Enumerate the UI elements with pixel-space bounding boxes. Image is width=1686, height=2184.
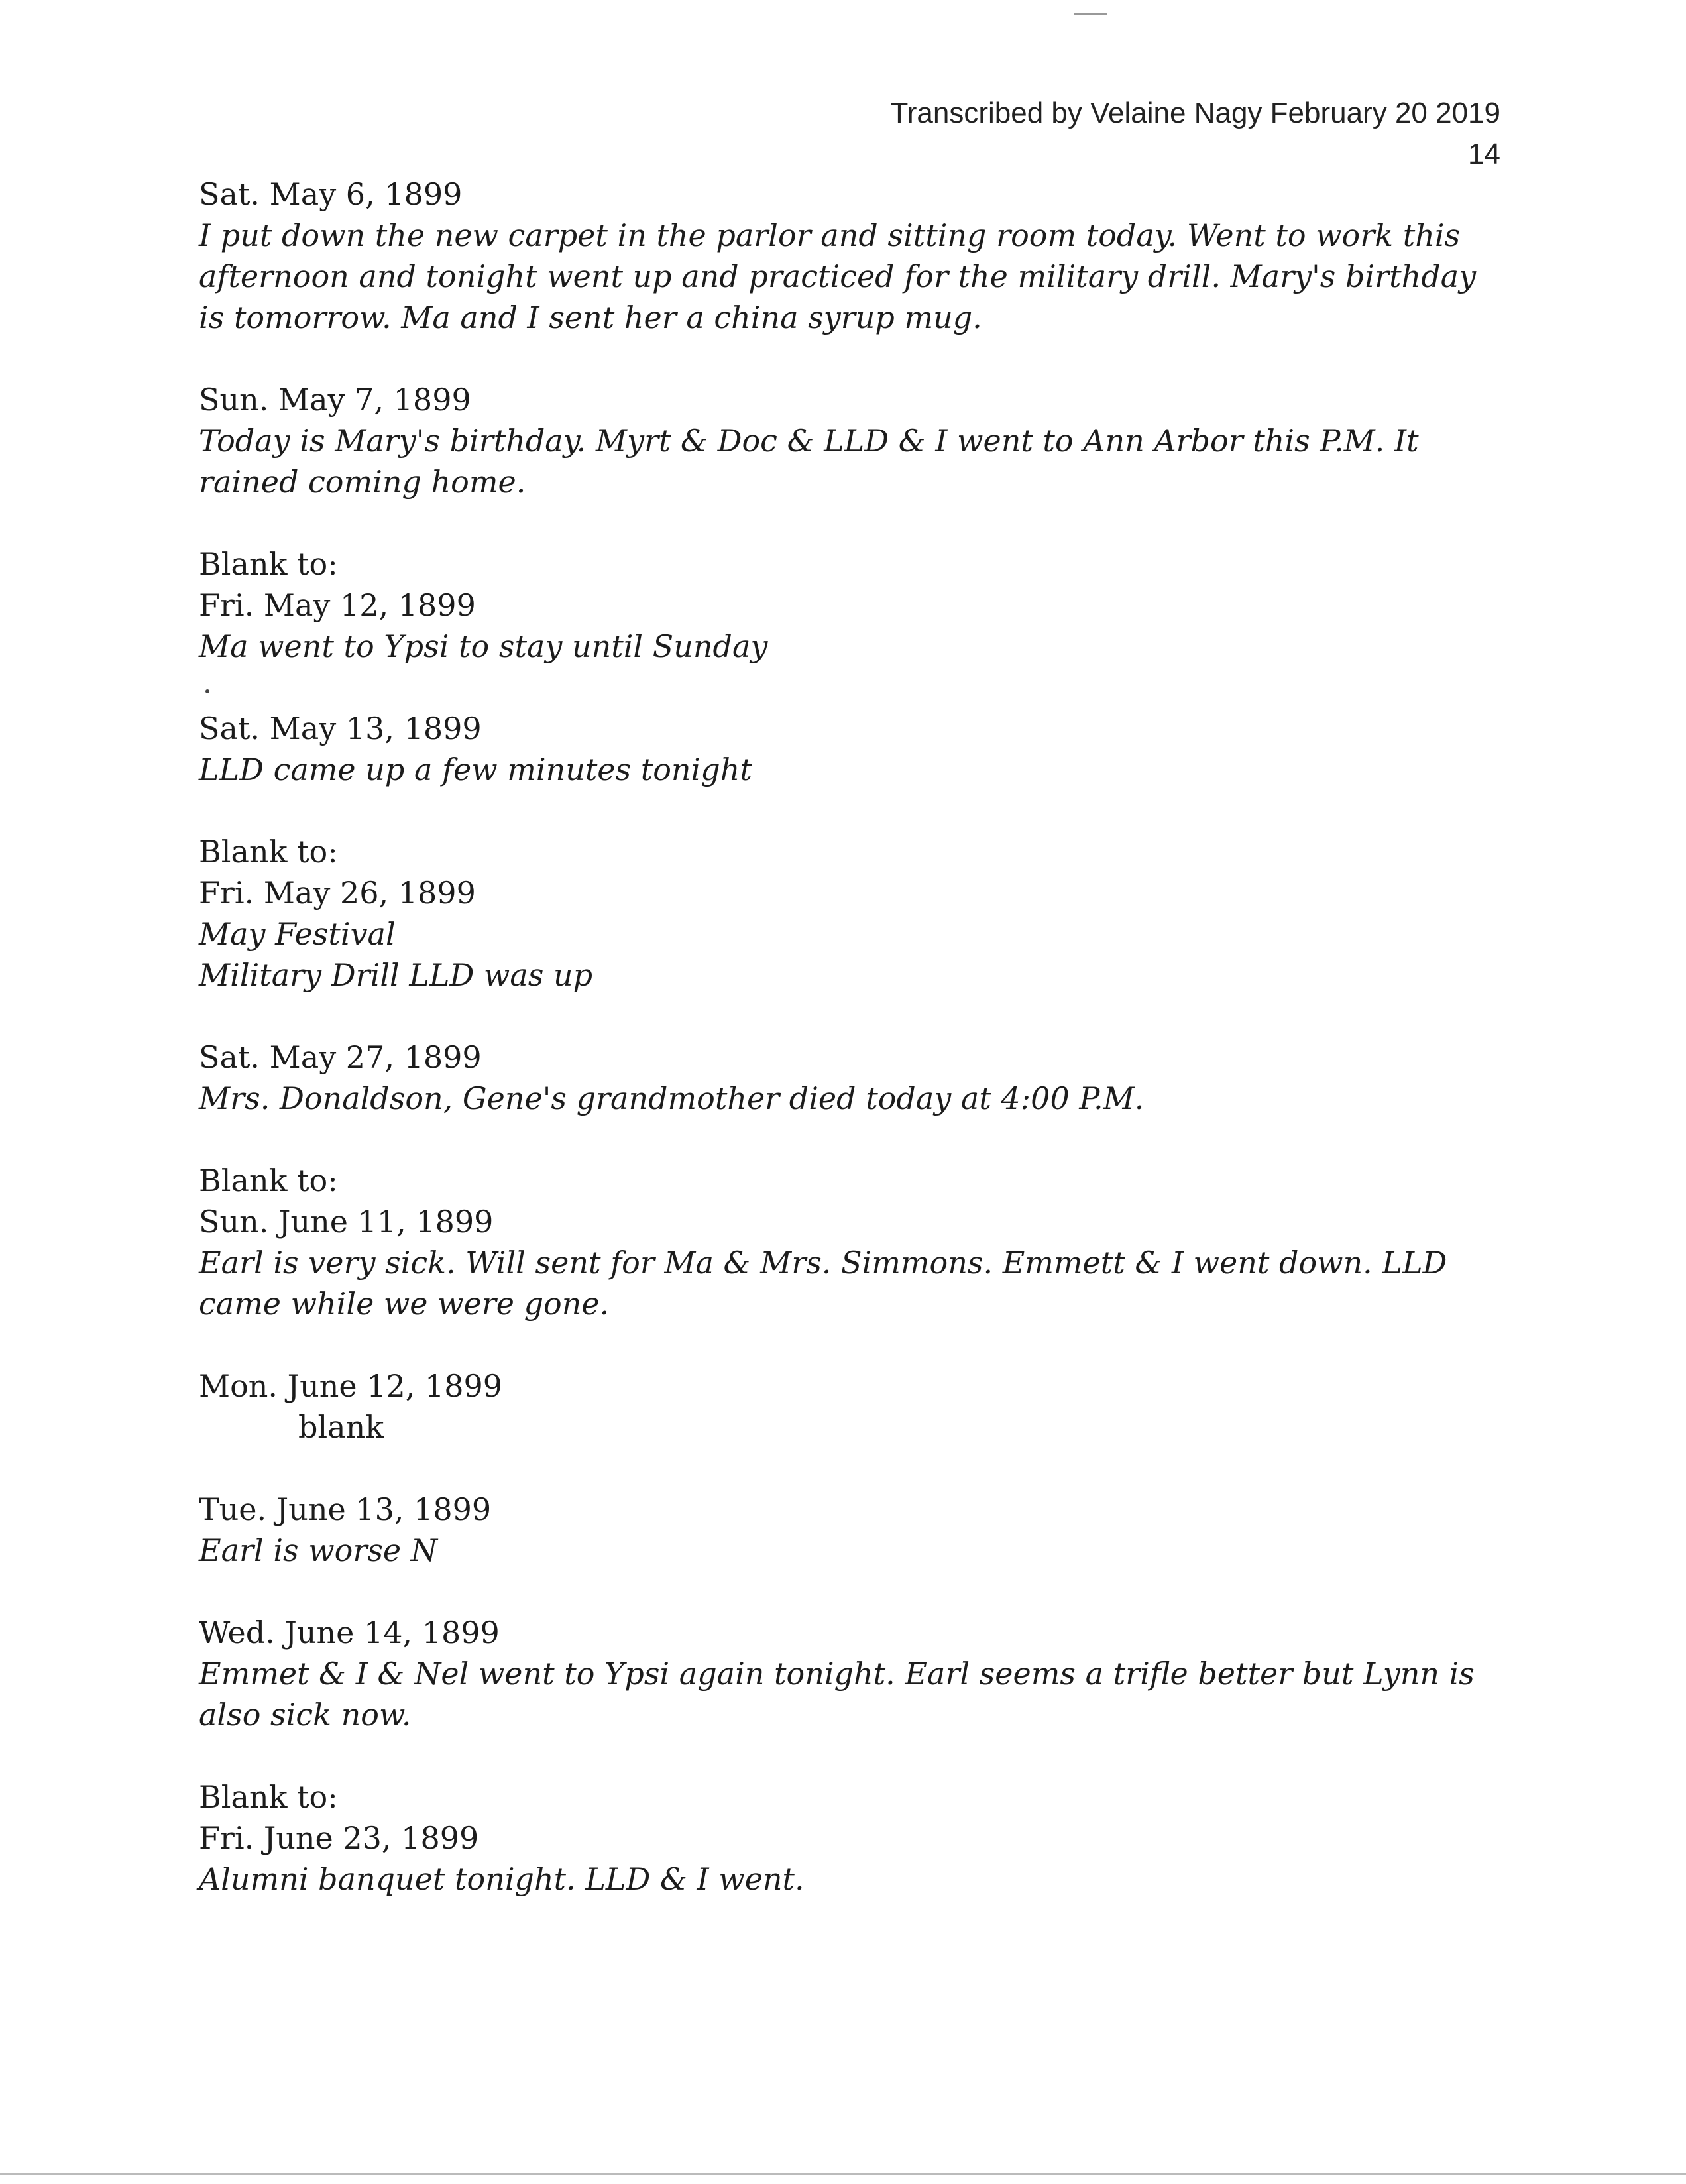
transcriber-note: Transcribed by Velaine Nagy February 20 2019: [890, 97, 1500, 129]
blank-to-label: Blank to:: [199, 1779, 338, 1815]
entry-text-line: Military Drill LLD was up: [199, 957, 593, 993]
entry-text: Today is Mary's birthday. Myrt & Doc & LLD & I went to Ann Arbor this P.M. It rained coming home.: [199, 423, 1419, 500]
entry-text: blank: [298, 1409, 384, 1445]
diary-entry: [199, 831, 1511, 996]
entry-text: LLD came up a few minutes tonight: [199, 752, 752, 787]
entry-text: I put down the new carpet in the parlor and sitting room today. Went to work this afternoon and tonight went up and practiced for the military drill. Mary's birthday is tomorrow. Ma and I sent her a china syrup mug.: [199, 217, 1477, 335]
diary-entry: [199, 1160, 1511, 1324]
blank-to-label: Blank to:: [199, 1163, 338, 1198]
diary-entry: [199, 544, 1511, 667]
entry-date: Sun. June 11, 1899: [199, 1204, 494, 1239]
diary-entry: [199, 1037, 1511, 1119]
entry-text-line: May Festival: [199, 916, 396, 952]
diary-content: [199, 174, 1511, 1941]
entry-date: Wed. June 14, 1899: [199, 1615, 500, 1650]
diary-entry: [199, 1776, 1511, 1900]
entry-date: Sat. May 13, 1899: [199, 711, 482, 746]
entry-text: Ma went to Ypsi to stay until Sunday: [199, 628, 768, 664]
blank-to-label: Blank to:: [199, 546, 338, 582]
entry-date: Sun. May 7, 1899: [199, 382, 471, 418]
diary-entry: [199, 379, 1511, 502]
diary-entry: [199, 708, 1511, 790]
entry-date: Sat. May 27, 1899: [199, 1039, 482, 1075]
page-number: 14: [1468, 138, 1500, 170]
diary-entry: [199, 174, 1511, 338]
blank-to-label: Blank to:: [199, 834, 338, 870]
entry-text: Alumni banquet tonight. LLD & I went.: [199, 1861, 805, 1897]
page-header: [891, 93, 1500, 175]
entry-text: Earl is worse N: [199, 1532, 438, 1568]
diary-entry: [199, 1489, 1511, 1571]
entry-text: Emmet & I & Nel went to Ypsi again tonight. Earl seems a trifle better but Lynn is also sick now.: [199, 1656, 1475, 1733]
entry-text: Mrs. Donaldson, Gene's grandmother died today at 4:00 P.M.: [199, 1080, 1145, 1116]
entry-date: Tue. June 13, 1899: [199, 1491, 492, 1527]
entry-date: Mon. June 12, 1899: [199, 1368, 503, 1404]
entry-date: Fri. May 12, 1899: [199, 587, 476, 623]
entry-text: Earl is very sick. Will sent for Ma & Mrs. Simmons. Emmett & I went down. LLD came while we were gone.: [199, 1245, 1447, 1322]
diary-entry: [199, 1365, 1511, 1448]
scan-edge-line: [0, 2173, 1686, 2175]
entry-date: Sat. May 6, 1899: [199, 176, 463, 212]
scan-mark: [1074, 13, 1107, 15]
entry-date: Fri. June 23, 1899: [199, 1820, 479, 1856]
entry-date: Fri. May 26, 1899: [199, 875, 476, 911]
diary-entry: [199, 1612, 1511, 1735]
